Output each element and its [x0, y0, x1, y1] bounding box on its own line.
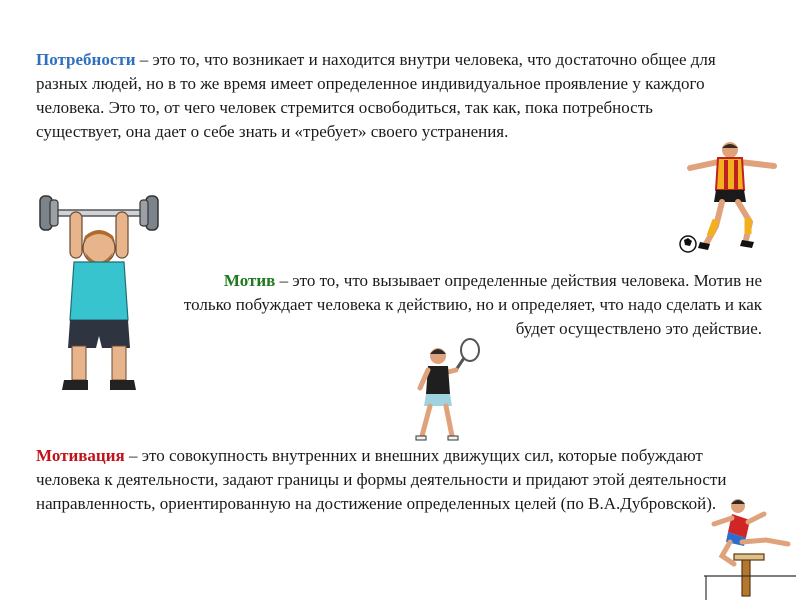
hurdler-illustration	[704, 494, 796, 600]
football-player-illustration	[676, 140, 786, 255]
motivation-definition	[36, 444, 736, 516]
motivation-text: – это совокупность внутренних и внешних движущих сил, которые побуждают человека к деятельности, задают границы и формы деятельности и придают этой деятельности направленность, ориентированную на достижение определенных целей (по В.А.Дубровской).	[36, 446, 727, 513]
tennis-player-illustration	[408, 338, 488, 446]
needs-text: – это то, что возникает и находится внутри человека, что достаточно общее для разных людей, но в то же время имеет определенное индивидуальное проявление у каждого человека. Это то, от чего человек стремится освободиться, так как, пока потребность существует, она дает о себе знать и «требует» своего устранения.	[36, 50, 716, 141]
weightlifter-illustration	[34, 190, 164, 400]
motivation-term: Мотивация	[36, 446, 125, 465]
needs-term: Потребности	[36, 50, 136, 69]
motive-term: Мотив	[223, 271, 276, 290]
needs-definition	[36, 48, 736, 144]
motive-definition	[178, 269, 762, 341]
motive-text: – это то, что вызывает определенные действия человека. Мотив не только побуждает человека к действию, но и определяет, что надо сделать и как будет осуществлено это действие.	[183, 271, 762, 338]
